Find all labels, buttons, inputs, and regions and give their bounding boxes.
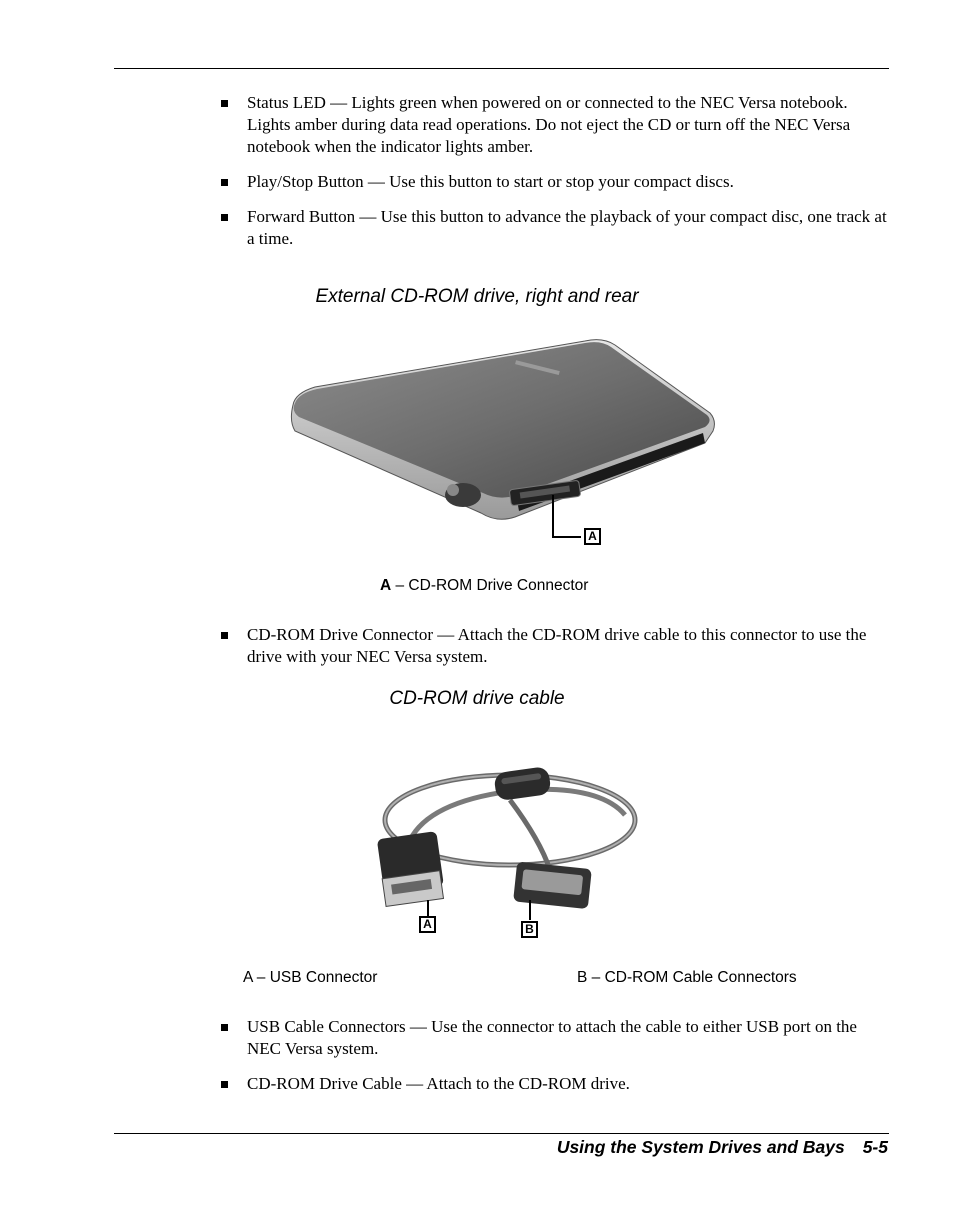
figure1-legend-text: – CD-ROM Drive Connector xyxy=(391,577,589,594)
bullet-list-mid xyxy=(220,624,890,668)
bullet-forward xyxy=(220,206,890,250)
figure2-legend-b: B – CD-ROM Cable Connectors xyxy=(577,969,797,986)
bullet-square-icon xyxy=(221,1081,228,1088)
figure1-callout-a: A xyxy=(584,528,601,545)
bullet-square-icon xyxy=(221,179,228,186)
bullet-usb-cable xyxy=(220,1016,890,1060)
bullet-text: Forward Button — Use this button to advance the playback of your compact disc, one track at a time. xyxy=(247,207,887,248)
page-number: 5-5 xyxy=(862,1137,888,1157)
figure2-callout-b: B xyxy=(521,921,538,938)
bullet-status-led xyxy=(220,92,890,158)
bullet-square-icon xyxy=(221,1024,228,1031)
footer-title: Using the System Drives and Bays xyxy=(556,1137,845,1157)
bullet-square-icon xyxy=(221,100,228,107)
figure1-caption: External CD-ROM drive, right and rear xyxy=(315,286,639,307)
header-rule xyxy=(114,68,889,69)
footer-rule xyxy=(114,1133,889,1134)
bullet-square-icon xyxy=(221,214,228,221)
figure2-legend-a: A – USB Connector xyxy=(243,969,378,986)
figure2-caption: CD-ROM drive cable xyxy=(389,688,565,709)
bullet-text: Play/Stop Button — Use this button to start or stop your compact discs. xyxy=(247,172,734,191)
cdrom-drive-illustration xyxy=(285,335,725,560)
page-footer xyxy=(557,1137,888,1158)
figure2-callout-a: A xyxy=(419,916,436,933)
bullet-drive-connector xyxy=(220,624,890,668)
figure1-legend-letter: A xyxy=(380,577,392,594)
bullet-list-top xyxy=(220,92,890,250)
figure1-legend xyxy=(380,577,588,595)
bullet-text: USB Cable Connectors — Use the connector to attach the cable to either USB port on the NEC Versa system. xyxy=(247,1017,857,1058)
bullet-drive-cable xyxy=(220,1073,890,1095)
bullet-text: Status LED — Lights green when powered on or connected to the NEC Versa notebook. Lights amber during data read operations. Do not eject the CD or turn off the NEC Versa notebook when the indicator lights amber. xyxy=(247,93,851,156)
bullet-play-stop xyxy=(220,171,890,193)
bullet-text: CD-ROM Drive Connector — Attach the CD-ROM drive cable to this connector to use the drive with your NEC Versa system. xyxy=(247,625,867,666)
cdrom-cable-illustration xyxy=(370,760,650,950)
bullet-square-icon xyxy=(221,632,228,639)
bullet-text: CD-ROM Drive Cable — Attach to the CD-ROM drive. xyxy=(247,1074,630,1093)
bullet-list-bottom xyxy=(220,1016,890,1095)
